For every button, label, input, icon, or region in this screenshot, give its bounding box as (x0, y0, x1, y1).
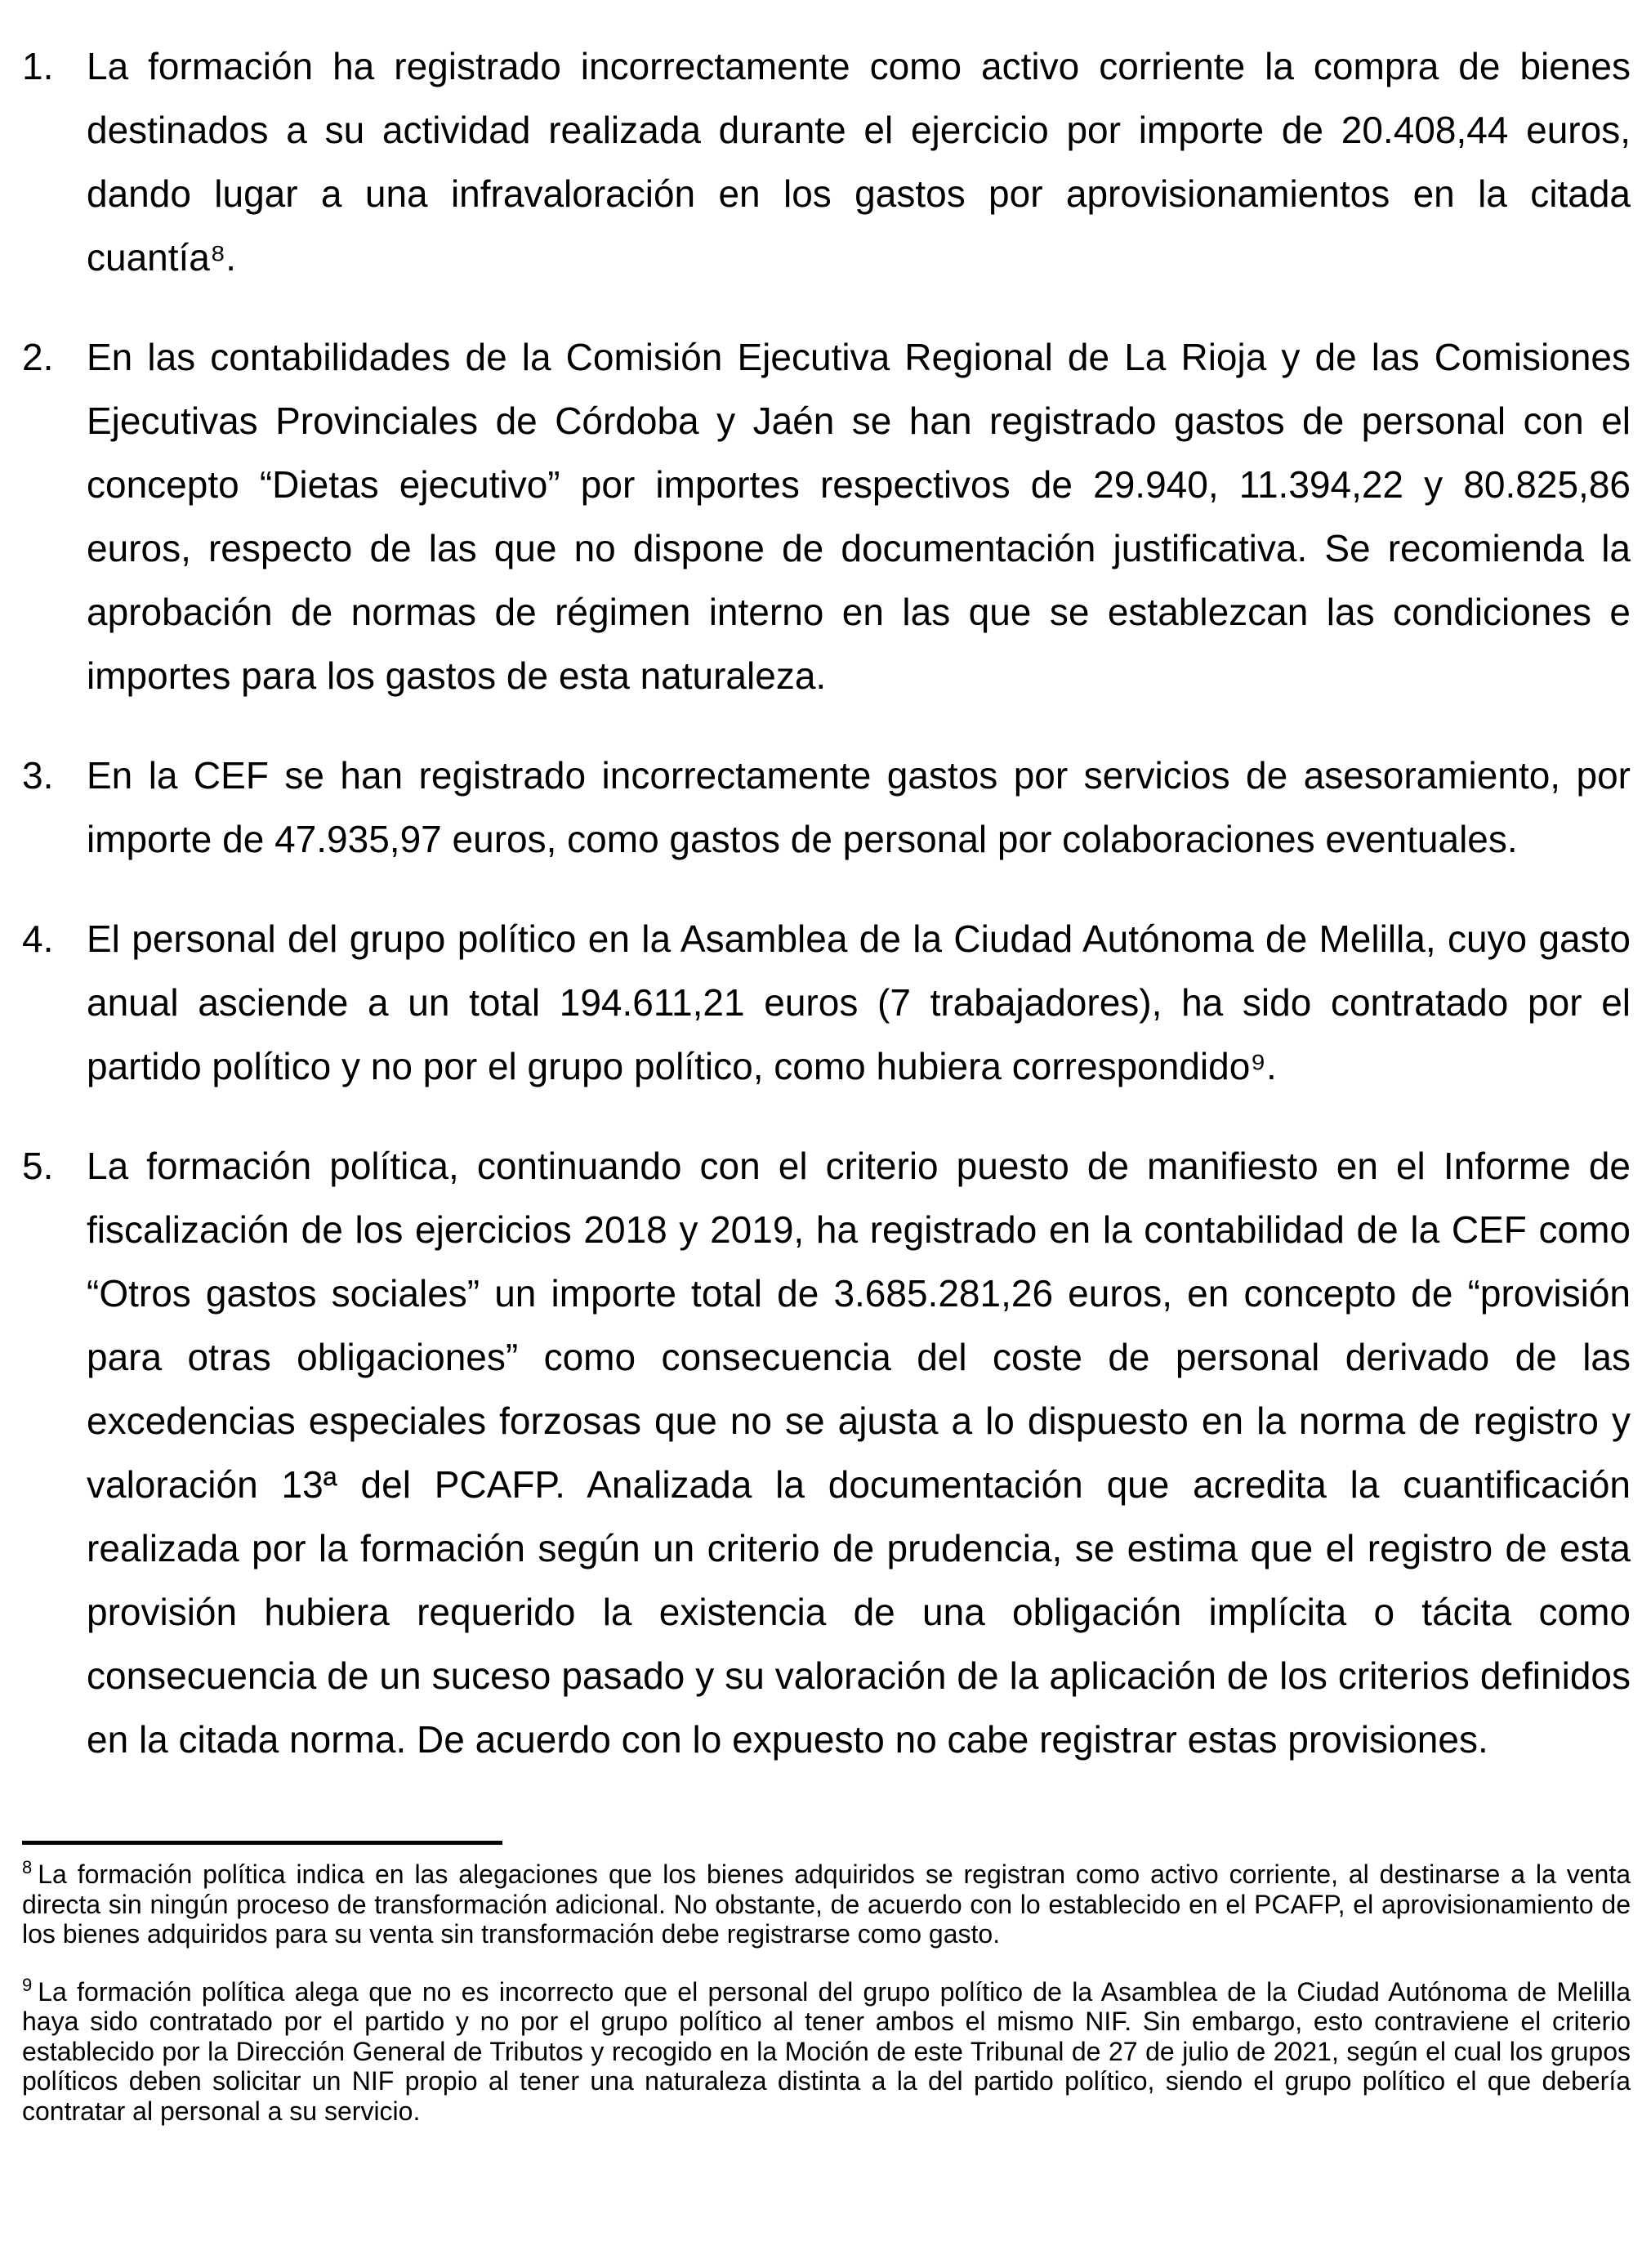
footnotes-section (22, 1841, 1631, 2126)
list-item-text: En la CEF se han registrado incorrectamente gastos por servicios de asesoramiento, por importe de 47.935,97 euros, como gastos de personal por colaboraciones eventuales. (87, 754, 1631, 860)
list-item-number: 1. (22, 45, 54, 87)
footnote (22, 1859, 1631, 1949)
footnote-separator (22, 1841, 502, 1845)
footnote (22, 1974, 1631, 2127)
list-item-number: 3. (22, 754, 54, 797)
footnote-text: La formación política alega que no es incorrecto que el personal del grupo político de la Asamblea de la Ciudad Autónoma de Melilla haya sido contratado por el partido y no por el grupo político al tener ambos el mismo NIF. Sin embargo, esto contraviene el criterio establecido por la Dirección General de Tributos y recogido en la Moción de este Tribunal de 27 de julio de 2021, según el cual los grupos políticos deben solicitar un NIF propio al tener una naturaleza distinta a la del partido político, siendo el grupo político el que debería contratar al personal a su servicio. (22, 1976, 1631, 2126)
list-item-number: 5. (22, 1145, 54, 1187)
list-item (22, 743, 1631, 871)
list-item-number: 4. (22, 917, 54, 960)
list-item (22, 907, 1631, 1098)
list-item (22, 325, 1631, 708)
list-item-text: La formación política, continuando con el criterio puesto de manifiesto en el Informe de fiscalización de los ejercicios 2018 y 2019, ha registrado en la contabilidad de la CEF como “Otros gastos sociales” un importe total de 3.685.281,26 euros, en concepto de “provisión para otras obligaciones” como consecuencia del coste de personal derivado de las excedencias especiales forzosas que no se ajusta a lo dispuesto en la norma de registro y valoración 13ª del PCAFP. Analizada la documentación que acredita la cuantificación realizada por la formación según un criterio de prudencia, se estima que el registro de esta provisión hubiera requerido la existencia de una obligación implícita o tácita como consecuencia de un suceso pasado y su valoración de la aplicación de los criterios definidos en la citada norma. De acuerdo con lo expuesto no cabe registrar estas provisiones. (87, 1145, 1631, 1761)
list-item-text: El personal del grupo político en la Asamblea de la Ciudad Autónoma de Melilla, cuyo gasto anual asciende a un total 194.611,21 euros (7 trabajadores), ha sido contratado por el partido político y no por el grupo político, como hubiera correspondido⁹. (87, 917, 1631, 1087)
list-item (22, 1134, 1631, 1771)
list-item (22, 34, 1631, 289)
footnote-marker: 8 (22, 1857, 33, 1878)
list-item-number: 2. (22, 336, 54, 378)
list-item-text: La formación ha registrado incorrectamente como activo corriente la compra de bienes destinados a su actividad realizada durante el ejercicio por importe de 20.408,44 euros, dando lugar a una infravaloración en los gastos por aprovisionamientos en la citada cuantía⁸. (87, 45, 1631, 279)
footnote-text: La formación política indica en las alegaciones que los bienes adquiridos se registran como activo corriente, al destinarse a la venta directa sin ningún proceso de transformación adicional. No obstante, de acuerdo con lo establecido en el PCAFP, el aprovisionamiento de los bienes adquiridos para su venta sin transformación debe registrarse como gasto. (22, 1859, 1631, 1949)
footnote-marker: 9 (22, 1974, 33, 1995)
numbered-findings-list (22, 34, 1631, 1771)
list-item-text: En las contabilidades de la Comisión Ejecutiva Regional de La Rioja y de las Comisiones Ejecutivas Provinciales de Córdoba y Jaén se han registrado gastos de personal con el concepto “Dietas ejecutivo” por importes respectivos de 29.940, 11.394,22 y 80.825,86 euros, respecto de las que no dispone de documentación justificativa. Se recomienda la aprobación de normas de régimen interno en las que se establezcan las condiciones e importes para los gastos de esta naturaleza. (87, 336, 1631, 697)
